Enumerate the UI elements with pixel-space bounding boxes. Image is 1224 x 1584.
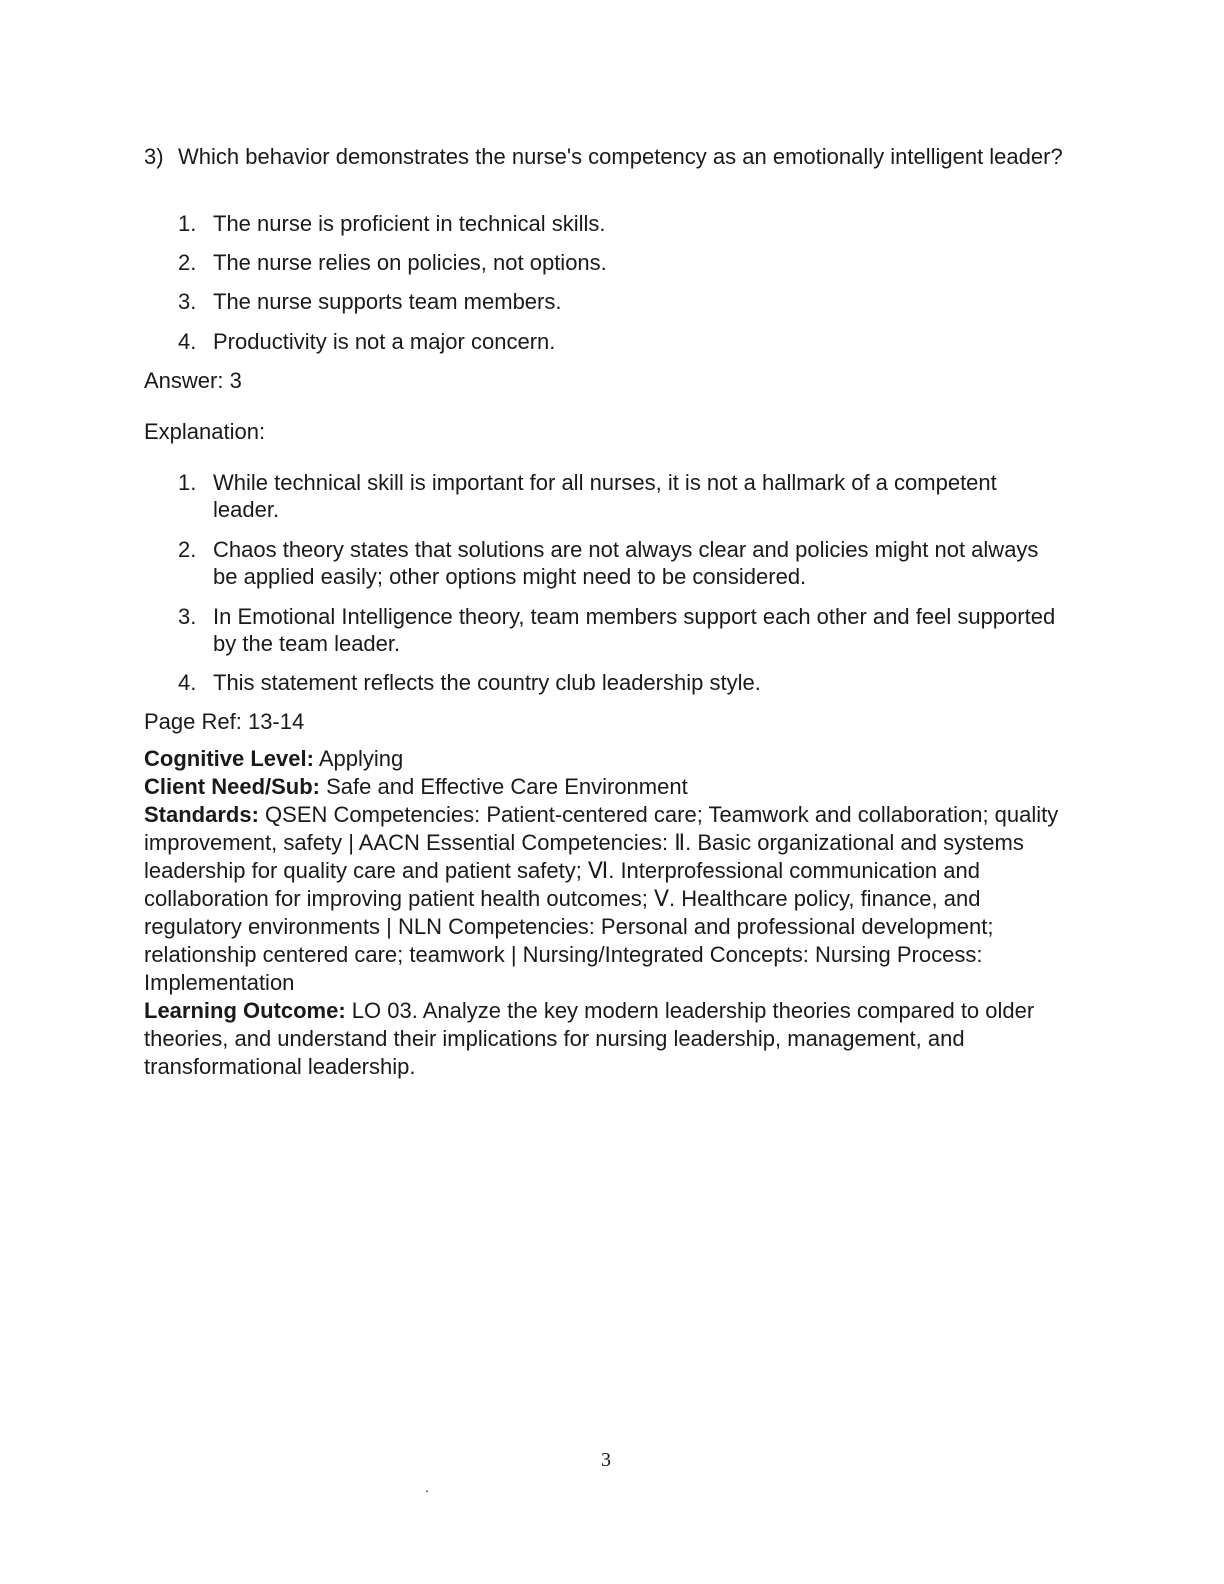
client-need-label: Client Need/Sub: xyxy=(144,774,321,799)
cognitive-level-value: Applying xyxy=(313,746,404,771)
question-metadata xyxy=(144,745,1074,1081)
explanation-text: This statement reflects the country club leadership style. xyxy=(213,670,761,695)
learning-outcome-row xyxy=(144,997,1074,1081)
cognitive-level-label: Cognitive Level: xyxy=(144,746,314,771)
answer-line: Answer: 3 xyxy=(144,368,242,393)
option-number: 4. xyxy=(178,329,197,354)
explanation-text: Chaos theory states that solutions are not always clear and policies might not always be applied easily; other options might need to be considered. xyxy=(213,537,1039,589)
client-need-row xyxy=(144,773,1074,801)
standards-label: Standards: xyxy=(144,802,259,827)
page-number: 3 xyxy=(601,1449,611,1471)
explanation-number: 2. xyxy=(178,537,197,562)
page-ref: Page Ref: 13-14 xyxy=(144,709,305,734)
option-number: 1. xyxy=(178,211,197,236)
question-text: Which behavior demonstrates the nurse's competency as an emotionally intelligent leader? xyxy=(178,144,1063,169)
option-text: Productivity is not a major concern. xyxy=(213,329,556,354)
option-number: 2. xyxy=(178,250,197,275)
option-number: 3. xyxy=(178,289,197,314)
cognitive-level-row xyxy=(144,745,1074,773)
explanation-text: While technical skill is important for all nurses, it is not a hallmark of a competent leader. xyxy=(213,470,997,522)
explanation-label: Explanation: xyxy=(144,419,266,444)
question-number: 3) xyxy=(144,144,164,169)
explanation-text: In Emotional Intelligence theory, team members support each other and feel supported by the team leader. xyxy=(213,604,1056,656)
explanation-number: 4. xyxy=(178,670,197,695)
option-text: The nurse supports team members. xyxy=(213,289,562,314)
client-need-value: Safe and Effective Care Environment xyxy=(320,774,688,799)
learning-outcome-label: Learning Outcome: xyxy=(144,998,346,1023)
option-text: The nurse relies on policies, not options. xyxy=(213,250,607,275)
standards-row xyxy=(144,801,1074,997)
standards-value: QSEN Competencies: Patient-centered care; Teamwork and collaboration; quality improvement, safety | AACN Essential Competencies: Ⅱ. Basic organizational and systems leadership for quality care and patient safety; Ⅵ. Interprofessional communication and collaboration for improving patient health outcomes; Ⅴ. Healthcare policy, finance, and regulatory environments | NLN Competencies: Personal and professional development; relationship centered care; teamwork | Nursing/Integrated Concepts: Nursing Process: Implementation xyxy=(144,802,1059,995)
footer-dot: . xyxy=(425,1479,429,1495)
explanation-number: 1. xyxy=(178,470,197,495)
learning-outcome-value: LO 03. Analyze the key modern leadership theories compared to older theories, and understand their implications for nursing leadership, management, and transformational leadership. xyxy=(144,998,1035,1079)
option-text: The nurse is proficient in technical skills. xyxy=(213,211,606,236)
explanation-number: 3. xyxy=(178,604,197,629)
